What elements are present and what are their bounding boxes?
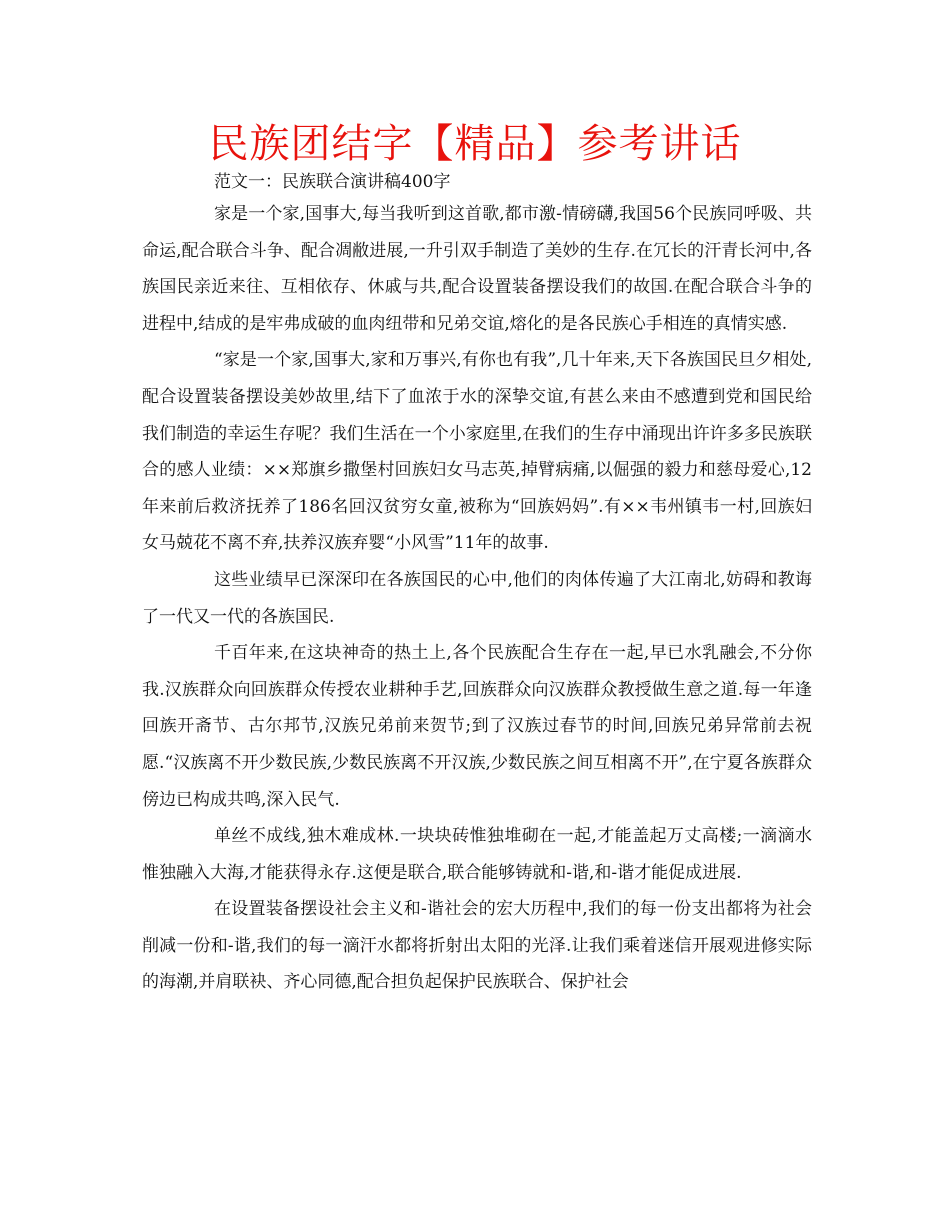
paragraph: 单丝不成线,独木难成林.一块块砖惟独堆砌在一起,才能盖起万丈高楼;一滴滴水惟独融入大海,才能获得永存.这便是联合,联合能够铸就和-谐,和-谐才能促成进展.: [142, 826, 812, 883]
paragraph: 家是一个家,国事大,每当我听到这首歌,都市激-情磅礴,我国56个民族同呼吸、共命运,配合联合斗争、配合凋敝进展,一升引双手制造了美妙的生存.在冗长的汗青长河中,各族国民亲近来往、互相依存、休戚与共,配合设置装备摆设我们的故国.在配合联合斗争的进程中,结成的是牢弗成破的血肉纽带和兄弟交谊,熔化的是各民族心手相连的真情实感.: [142, 204, 812, 334]
paragraph: 千百年来,在这块神奇的热土上,各个民族配合生存在一起,早已水乳融会,不分你我.汉族群众向回族群众传授农业耕种手艺,回族群众向汉族群众教授做生意之道.每一年逢回族开斋节、古尔邦节,汉族兄弟前来贺节;到了汉族过春节的时间,回族兄弟异常前去祝愿.“汉族离不开少数民族,少数民族离不开汉族,少数民族之间互相离不开”,在宁夏各族群众傍边已构成共鸣,深入民气.: [142, 643, 812, 810]
paragraph: 在设置装备摆设社会主义和-谐社会的宏大历程中,我们的每一份支出都将为社会削减一份和-谐,我们的每一滴汗水都将折射出太阳的光泽.让我们乘着迷信开展观进修实际的海潮,并肩联袂、齐心同德,配合担负起保护民族联合、保护社会: [142, 899, 812, 993]
document-body: [142, 196, 812, 1001]
document-subtitle: 范文一：民族联合演讲稿400字: [214, 172, 451, 192]
document-title: 民族团结字【精品】参考讲话: [208, 121, 742, 167]
paragraph: “家是一个家,国事大,家和万事兴,有你也有我”,几十年来,天下各族国民旦夕相处,配合设置装备摆设美妙故里,结下了血浓于水的深挚交谊,有甚么来由不感遭到党和国民给我们制造的幸运生存呢？我们生活在一个小家庭里,在我们的生存中涌现出许许多多民族联合的感人业绩：××郑旗乡撒堡村回族妇女马志英,掉臂病痛,以倔强的毅力和慈母爱心,12年来前后救济抚养了186名回汉贫穷女童,被称为“回族妈妈”.有××韦州镇韦一村,回族妇女马兢花不离不弃,扶养汉族弃婴“小风雪”11年的故事.: [142, 350, 812, 554]
paragraph: 这些业绩早已深深印在各族国民的心中,他们的肉体传遍了大江南北,妨碍和教诲了一代又一代的各族国民.: [142, 569, 812, 627]
